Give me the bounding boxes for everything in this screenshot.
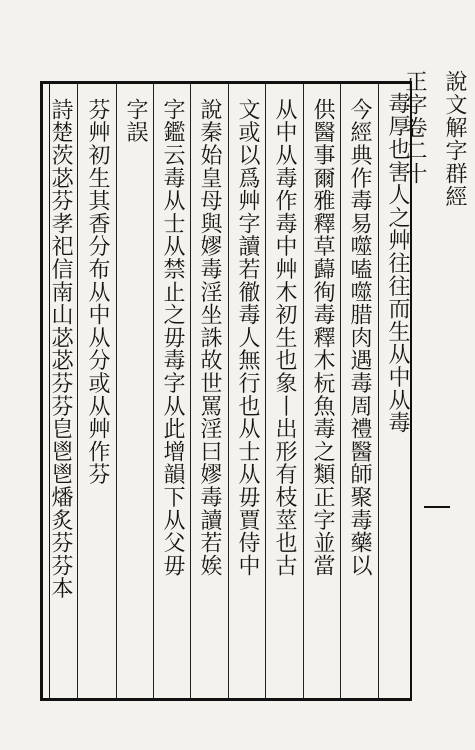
text-column-6: 說秦始皇母與嫪毒淫坐誅故世罵淫曰嫪毒讀若娭 [197,98,222,577]
text-column-8: 字誤 [123,98,148,144]
text-column-2: 今經典作毒易噬嗑噬腊肉遇毒周禮醫師聚毒藥以 [347,98,372,577]
text-column-9: 芬艸初生其香分布从中从分或从艸作芬 [85,98,110,486]
text-column-1: 毒厚也害人之艸往往而生从中从毒 [385,92,410,434]
text-column-4: 从中从毒作毒中艸木初生也象丨出形有枝莖也古 [272,98,297,577]
text-column-3: 供醫事爾雅釋草蘬徇毒釋木杬魚毒之類正字並當 [310,98,335,577]
running-header: 說文解字群經正字卷二十 [402,70,467,208]
text-column-7: 字鑑云毒从士从禁止之毋毒字从此增韻下从父毋 [160,98,185,577]
text-column-10: 詩楚茨苾芬孝祀信南山苾苾芬芬皀鬯鬯燔炙芬芬本 [48,98,73,600]
folio-number [424,506,450,512]
text-column-5: 文或以爲艸字讀若徹毒人無行也从士从毋賈侍中 [235,98,260,577]
